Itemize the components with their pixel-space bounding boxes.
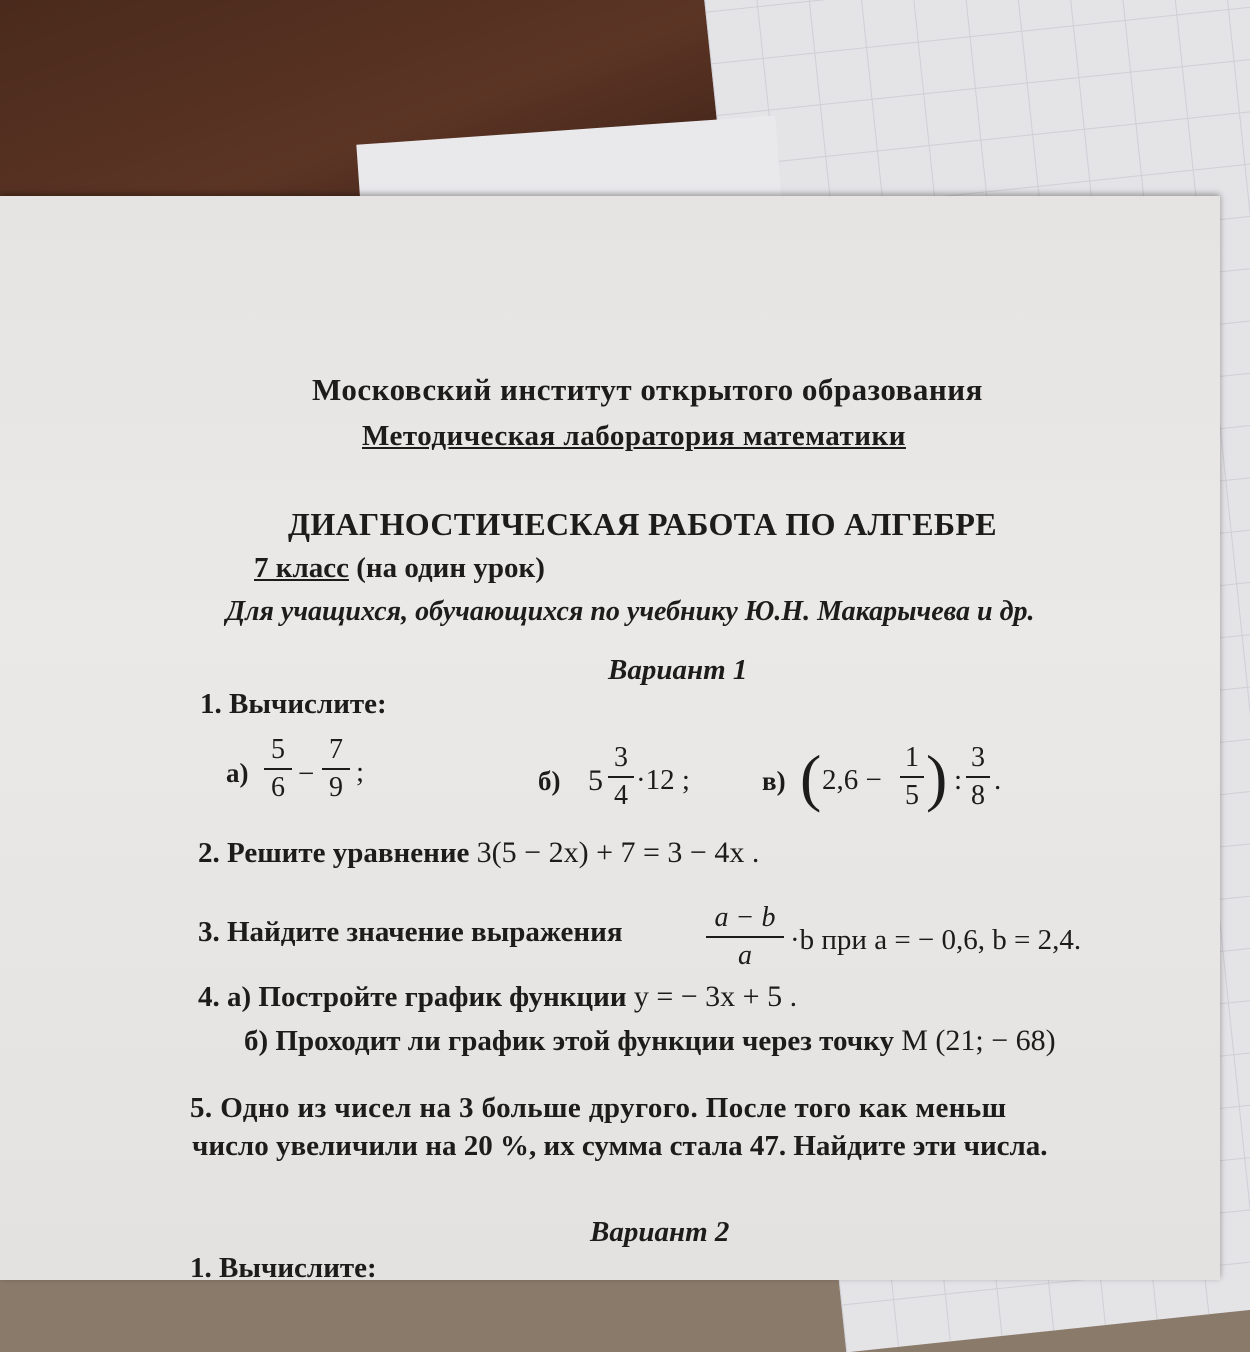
fraction-bar bbox=[322, 768, 350, 770]
times-12: ·12 ; bbox=[636, 764, 690, 796]
fraction-1-5 bbox=[900, 744, 924, 810]
class-label: 7 класс bbox=[254, 552, 349, 584]
audience-line: Для учащихся, обучающихся по учебнику Ю.Н. Макарычева и др. bbox=[226, 596, 1035, 627]
fraction-7-9 bbox=[322, 736, 350, 802]
exam-title: ДИАГНОСТИЧЕСКАЯ РАБОТА ПО АЛГЕБРЕ bbox=[288, 506, 997, 542]
denominator: 8 bbox=[971, 780, 985, 811]
task-4a-formula: y = − 3x + 5 . bbox=[633, 980, 798, 1013]
fraction-5-6 bbox=[264, 736, 292, 802]
fraction-3-8 bbox=[966, 744, 990, 810]
semicolon: ; bbox=[356, 756, 365, 788]
grade-line bbox=[254, 552, 545, 585]
open-paren: ( bbox=[800, 742, 822, 813]
numerator: a − b bbox=[714, 902, 776, 933]
variant-2-heading: Вариант 2 bbox=[590, 1216, 730, 1248]
division-sign: : bbox=[954, 764, 963, 796]
task-5-line-2: число увеличили на 20 %, их сумма стала 47. Найдите эти числа. bbox=[192, 1130, 1048, 1162]
task-4a-prompt: 4. а) Постройте график функции bbox=[198, 981, 627, 1013]
institute-name: Московский институт открытого образования bbox=[312, 372, 983, 407]
numerator: 3 bbox=[971, 742, 985, 773]
denominator: 9 bbox=[329, 772, 343, 803]
close-paren: ) bbox=[926, 742, 948, 813]
denominator: 6 bbox=[271, 772, 285, 803]
task-2-equation: 3(5 − 2x) + 7 = 3 − 4x . bbox=[476, 836, 760, 869]
fraction-3-4 bbox=[608, 744, 634, 810]
laboratory-name: Методическая лаборатория математики bbox=[362, 420, 906, 452]
task-4b-prompt: б) Проходит ли график этой функции через точку bbox=[244, 1025, 894, 1057]
numerator: 3 bbox=[614, 742, 628, 773]
numerator: 5 bbox=[271, 734, 285, 765]
duration-label: (на один урок) bbox=[356, 552, 545, 584]
task-4a bbox=[198, 980, 797, 1014]
task-2 bbox=[198, 836, 759, 870]
fraction-bar bbox=[966, 776, 990, 778]
period: . bbox=[994, 764, 1002, 796]
task-1c-label: в) bbox=[762, 766, 786, 796]
numerator: 1 bbox=[905, 742, 919, 773]
task-1b-label: б) bbox=[538, 766, 561, 796]
fraction-a-minus-b-over-a bbox=[706, 904, 784, 970]
expression: 2,6 − bbox=[822, 764, 882, 796]
numerator: 7 bbox=[329, 734, 343, 765]
task-3-prompt: 3. Найдите значение выражения bbox=[198, 916, 623, 948]
task-3-conditions: ·b при a = − 0,6, b = 2,4. bbox=[790, 924, 1082, 956]
task-1a-label: а) bbox=[226, 758, 249, 788]
task-5-line-1: 5. Одно из чисел на 3 больше другого. После того как меньш bbox=[190, 1092, 1007, 1124]
variant-1-heading: Вариант 1 bbox=[608, 654, 748, 686]
fraction-bar bbox=[608, 776, 634, 778]
task-4b bbox=[244, 1024, 1056, 1058]
denominator: a bbox=[738, 940, 752, 971]
variant-2-task-1-prompt: 1. Вычислите: bbox=[190, 1252, 377, 1284]
fraction-bar bbox=[706, 936, 784, 938]
task-2-prompt: 2. Решите уравнение bbox=[198, 837, 470, 869]
denominator: 5 bbox=[905, 780, 919, 811]
whole-part: 5 bbox=[588, 764, 603, 797]
denominator: 4 bbox=[614, 780, 628, 811]
task-4b-point: M (21; − 68) bbox=[901, 1024, 1056, 1057]
fraction-bar bbox=[900, 776, 924, 778]
minus-sign: − bbox=[298, 758, 315, 790]
fraction-bar bbox=[264, 768, 292, 770]
task-1-prompt: 1. Вычислите: bbox=[200, 688, 387, 720]
